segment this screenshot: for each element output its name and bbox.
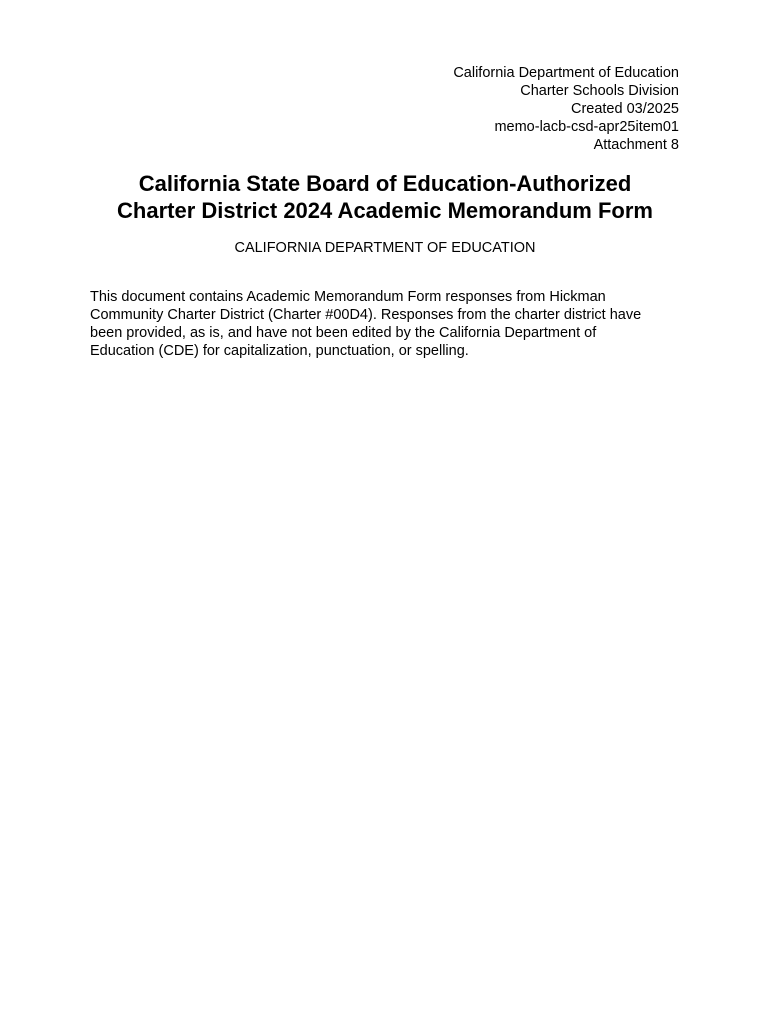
body-line: Community Charter District (Charter #00D4). Responses from the charter district have [90,307,642,323]
body-line: been provided, as is, and have not been edited by the California Department of [90,325,597,341]
document-title [0,170,770,224]
header-division: Charter Schools Division [520,83,679,99]
header-created-date: Created 03/2025 [570,101,679,117]
title-line: Charter District 2024 Academic Memorandum Form [117,198,653,223]
title-line: California State Board of Education-Authorized [138,171,632,196]
document-header [453,64,679,154]
header-attachment: Attachment 8 [593,137,679,153]
body-paragraph [90,288,680,360]
header-memo-id: memo-lacb-csd-apr25item01 [494,119,679,135]
body-line: This document contains Academic Memorandum Form responses from Hickman [90,289,606,305]
document-subtitle: CALIFORNIA DEPARTMENT OF EDUCATION [234,240,536,256]
body-line: Education (CDE) for capitalization, punctuation, or spelling. [90,343,469,359]
header-department: California Department of Education [453,65,679,81]
